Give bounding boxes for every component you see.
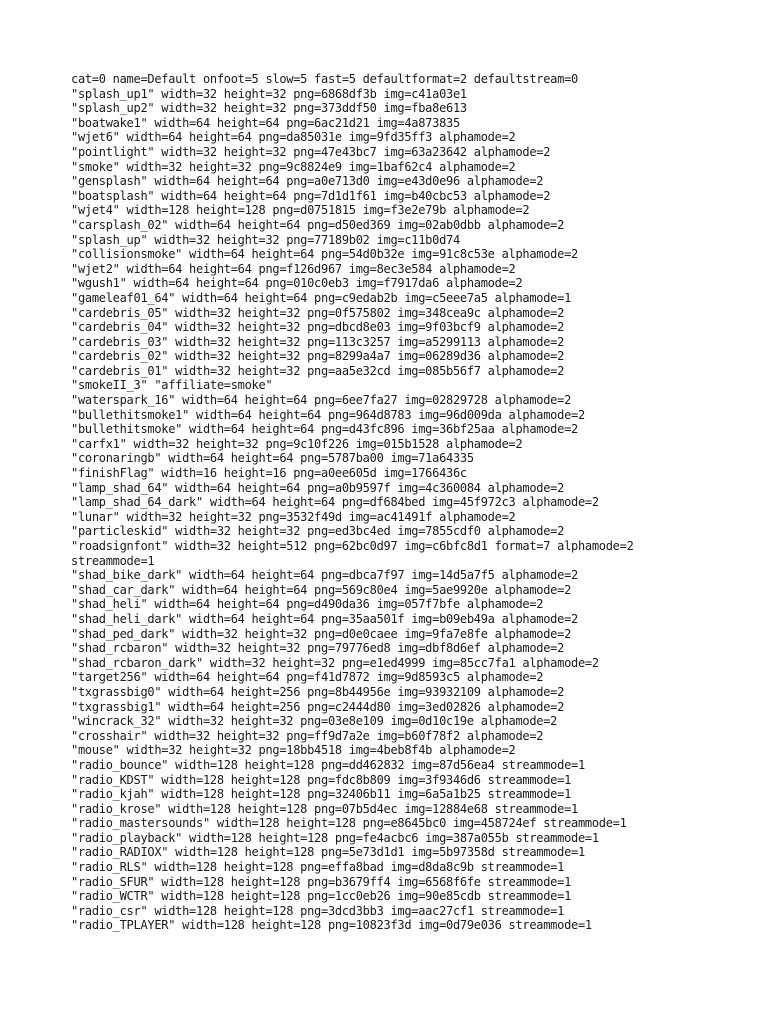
text-line: "txgrassbig1" width=64 height=256 png=c2444d80 img=3ed02826 alphamode=2: [71, 699, 565, 714]
text-line: "shad_bike_dark" width=64 height=64 png=dbca7f97 img=14d5a7f5 alphamode=2: [71, 568, 578, 583]
text-line: "bullethitsmoke" width=64 height=64 png=d43fc896 img=36bf25aa alphamode=2: [71, 422, 578, 437]
text-line: "radio_playback" width=128 height=128 png=fe4acbc6 img=387a055b streammode=1: [71, 830, 599, 845]
text-line: "radio_krose" width=128 height=128 png=07b5d4ec img=12884e68 streammode=1: [71, 801, 578, 816]
text-line: "mouse" width=32 height=32 png=18bb4518 img=4beb8f4b alphamode=2: [71, 743, 516, 758]
text-line: "cardebris_01" width=32 height=32 png=aa5e32cd img=085b56f7 alphamode=2: [71, 363, 565, 378]
text-line: "lamp_shad_64" width=64 height=64 png=a0b9597f img=4c360084 alphamode=2: [71, 480, 565, 495]
text-line: "splash_up2" width=32 height=32 png=373ddf50 img=fba8e613: [71, 101, 467, 116]
text-line: "boatwake1" width=64 height=64 png=6ac21d21 img=4a873835: [71, 115, 460, 130]
text-line: "lunar" width=32 height=32 png=3532f49d img=ac41491f alphamode=2: [71, 509, 516, 524]
text-line: "radio_bounce" width=128 height=128 png=dd462832 img=87d56ea4 streammode=1: [71, 757, 585, 772]
text-line: "lamp_shad_64_dark" width=64 height=64 png=df684bed img=45f972c3 alphamode=2: [71, 495, 599, 510]
text-line: "smoke" width=32 height=32 png=9c8824e9 img=1baf62c4 alphamode=2: [71, 159, 516, 174]
text-line: "splash_up" width=32 height=32 png=77189b02 img=c11b0d74: [71, 232, 460, 247]
text-line: "radio_TPLAYER" width=128 height=128 png=10823f3d img=0d79e036 streammode=1: [71, 918, 592, 933]
text-line: "bullethitsmoke1" width=64 height=64 png=964d8783 img=96d009da alphamode=2: [71, 407, 585, 422]
text-line: "target256" width=64 height=64 png=f41d7872 img=9d8593c5 alphamode=2: [71, 670, 544, 685]
text-line: "boatsplash" width=64 height=64 png=7d1d1f61 img=b40cbc53 alphamode=2: [71, 188, 551, 203]
text-line: "shad_ped_dark" width=32 height=32 png=d0e0caee img=9fa7e8fe alphamode=2: [71, 626, 572, 641]
text-line: "splash_up1" width=32 height=32 png=6868df3b img=c41a03e1: [71, 86, 467, 101]
text-line: "shad_heli" width=64 height=64 png=d490da36 img=057f7bfe alphamode=2: [71, 597, 544, 612]
text-line: "gameleaf01_64" width=64 height=64 png=c9edab2b img=c5eee7a5 alphamode=1: [71, 290, 572, 305]
text-line: "radio_kjah" width=128 height=128 png=32406b11 img=6a5a1b25 streammode=1: [71, 787, 572, 802]
text-line: "cardebris_03" width=32 height=32 png=113c3257 img=a5299113 alphamode=2: [71, 334, 565, 349]
document-text: [71, 72, 761, 933]
text-line: "smokeII_3" "affiliate=smoke": [71, 378, 273, 393]
text-line: "radio_mastersounds" width=128 height=128 png=e8645bc0 img=458724ef streammode=1: [71, 816, 627, 831]
text-line: "particleskid" width=32 height=32 png=ed3bc4ed img=7855cdf0 alphamode=2: [71, 524, 565, 539]
text-line: "radio_RADIOX" width=128 height=128 png=5e73d1d1 img=5b97358d streammode=1: [71, 845, 585, 860]
text-line: "cardebris_04" width=32 height=32 png=dbcd8e03 img=9f03bcf9 alphamode=2: [71, 320, 565, 335]
text-line: "shad_car_dark" width=64 height=64 png=569c80e4 img=5ae9920e alphamode=2: [71, 582, 572, 597]
text-line: "shad_heli_dark" width=64 height=64 png=35aa501f img=b09eb49a alphamode=2: [71, 611, 578, 626]
text-line: "shad_rcbaron" width=32 height=32 png=79776ed8 img=dbf8d6ef alphamode=2: [71, 641, 565, 656]
text-line: "wjet2" width=64 height=64 png=f126d967 img=8ec3e584 alphamode=2: [71, 261, 516, 276]
text-line: "roadsignfont" width=32 height=512 png=62bc0d97 img=c6bfc8d1 format=7 alphamode=2: [71, 539, 634, 553]
text-line: "carfx1" width=32 height=32 png=9c10f226 img=015b1528 alphamode=2: [71, 436, 523, 451]
text-line: "radio_WCTR" width=128 height=128 png=1cc0eb26 img=90e85cdb streammode=1: [71, 889, 572, 904]
text-line: "cardebris_02" width=32 height=32 png=8299a4a7 img=06289d36 alphamode=2: [71, 349, 565, 364]
text-line: "radio_csr" width=128 height=128 png=3dcd3bb3 img=aac27cf1 streammode=1: [71, 903, 565, 918]
text-line: "radio_RLS" width=128 height=128 png=effa8bad img=d8da8c9b streammode=1: [71, 860, 565, 875]
text-line: "txgrassbig0" width=64 height=256 png=8b44956e img=93932109 alphamode=2: [71, 684, 565, 699]
text-line: "collisionsmoke" width=64 height=64 png=54d0b32e img=91c8c53e alphamode=2: [71, 247, 578, 262]
text-line: cat=0 name=Default onfoot=5 slow=5 fast=5 defaultformat=2 defaultstream=0: [71, 72, 578, 86]
text-line: "coronaringb" width=64 height=64 png=5787ba00 img=71a64335: [71, 451, 474, 466]
text-line: "radio_KDST" width=128 height=128 png=fdc8b809 img=3f9346d6 streammode=1: [71, 772, 572, 787]
text-line: "pointlight" width=32 height=32 png=47e43bc7 img=63a23642 alphamode=2: [71, 144, 551, 159]
text-line: "wincrack_32" width=32 height=32 png=03e8e109 img=0d10c19e alphamode=2: [71, 714, 558, 729]
text-line: streammode=1: [71, 553, 155, 568]
text-line: "gensplash" width=64 height=64 png=a0e713d0 img=e43d0e96 alphamode=2: [71, 174, 544, 189]
text-line: "waterspark_16" width=64 height=64 png=6ee7fa27 img=02829728 alphamode=2: [71, 393, 572, 408]
text-line: "carsplash_02" width=64 height=64 png=d50ed369 img=02ab0dbb alphamode=2: [71, 217, 565, 232]
text-line: "wgush1" width=64 height=64 png=010c0eb3 img=f7917da6 alphamode=2: [71, 276, 523, 291]
text-line: "radio_SFUR" width=128 height=128 png=b3679ff4 img=6568f6fe streammode=1: [71, 874, 572, 889]
text-line: "crosshair" width=32 height=32 png=ff9d7a2e img=b60f78f2 alphamode=2: [71, 728, 544, 743]
text-line: "shad_rcbaron_dark" width=32 height=32 png=e1ed4999 img=85cc7fa1 alphamode=2: [71, 655, 599, 670]
text-line: "finishFlag" width=16 height=16 png=a0ee605d img=1766436c: [71, 466, 467, 481]
text-line: "wjet6" width=64 height=64 png=da85031e img=9fd35ff3 alphamode=2: [71, 130, 516, 145]
text-line: "wjet4" width=128 height=128 png=d0751815 img=f3e2e79b alphamode=2: [71, 203, 530, 218]
text-line: "cardebris_05" width=32 height=32 png=0f575802 img=348cea9c alphamode=2: [71, 305, 565, 320]
